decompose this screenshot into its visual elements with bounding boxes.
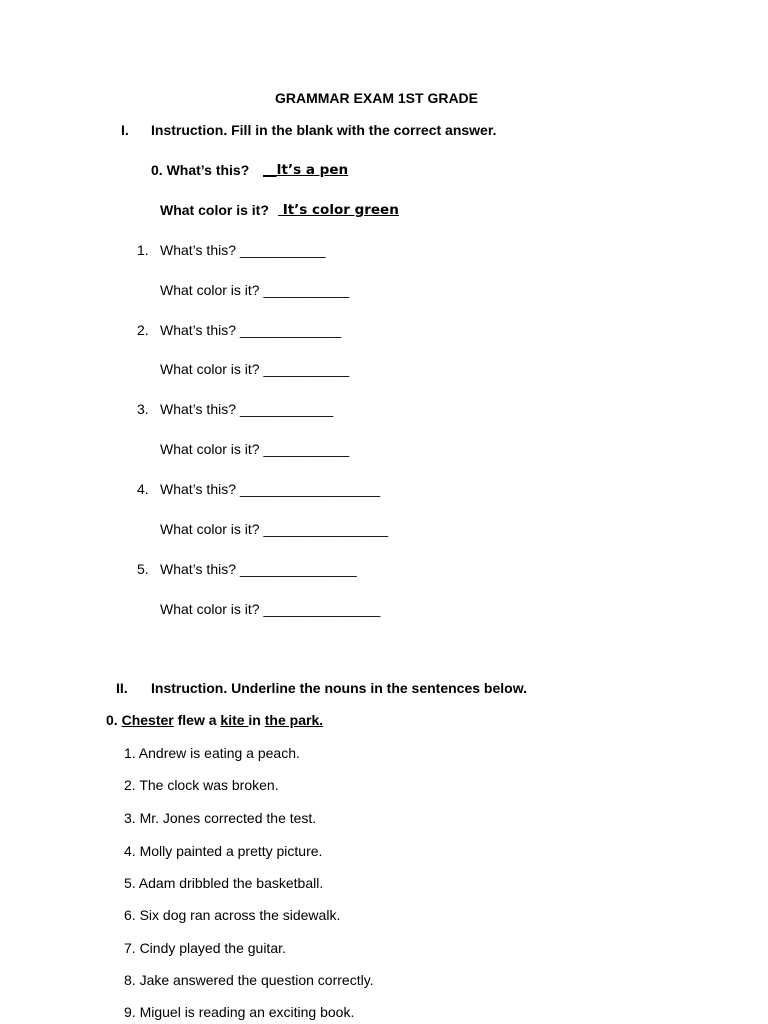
sentence-3: 3. Mr. Jones corrected the test.: [124, 810, 317, 826]
example-noun-kite: kite: [220, 712, 249, 728]
sentence-9: 9. Miguel is reading an exciting book.: [124, 1004, 355, 1020]
item-2-color-question: What color is it? ___________: [160, 361, 350, 377]
example-sentence: [106, 711, 323, 729]
example-question: 0. What’s this?: [151, 162, 250, 178]
item-3-question: What’s this? ____________: [160, 401, 334, 417]
example-noun-chester: Chester: [121, 712, 174, 728]
section-1-numeral: I.: [121, 122, 129, 138]
example-text-1: flew a: [173, 712, 221, 728]
item-3-number: 3.: [137, 401, 149, 417]
item-1-color-question: What color is it? ___________: [160, 282, 350, 298]
item-1-number: 1.: [137, 242, 149, 258]
sentence-5: 5. Adam dribbled the basketball.: [124, 875, 324, 891]
example-color-answer: It’s color green: [278, 202, 399, 218]
item-5-question: What’s this? _______________: [160, 561, 357, 577]
item-3-color-question: What color is it? ___________: [160, 441, 350, 457]
item-1-question: What’s this? ___________: [160, 242, 326, 258]
example-text-2: in: [248, 712, 265, 728]
sentence-4: 4. Molly painted a pretty picture.: [124, 843, 323, 859]
sentence-7: 7. Cindy played the guitar.: [124, 940, 286, 956]
exam-title: GRAMMAR EXAM 1ST GRADE: [275, 90, 479, 106]
item-5-color-question: What color is it? _______________: [160, 601, 381, 617]
section-2-numeral: II.: [116, 680, 128, 696]
item-2-number: 2.: [137, 322, 149, 338]
sentence-2: 2. The clock was broken.: [124, 777, 279, 793]
item-4-color-question: What color is it? ________________: [160, 521, 389, 537]
item-4-number: 4.: [137, 481, 149, 497]
example-answer: __It’s a pen: [263, 162, 349, 178]
sentence-6: 6. Six dog ran across the sidewalk.: [124, 907, 341, 923]
example-color-question: What color is it?: [160, 202, 269, 218]
item-4-question: What’s this? __________________: [160, 481, 381, 497]
example-prefix: 0.: [106, 712, 122, 728]
section-1-instruction: Instruction. Fill in the blank with the correct answer.: [151, 122, 497, 138]
example-noun-park: the park.: [264, 712, 324, 728]
sentence-1: 1. Andrew is eating a peach.: [124, 745, 300, 761]
sentence-8: 8. Jake answered the question correctly.: [124, 972, 374, 988]
section-2-instruction: Instruction. Underline the nouns in the sentences below.: [151, 680, 527, 696]
item-5-number: 5.: [137, 561, 149, 577]
item-2-question: What’s this? _____________: [160, 322, 342, 338]
